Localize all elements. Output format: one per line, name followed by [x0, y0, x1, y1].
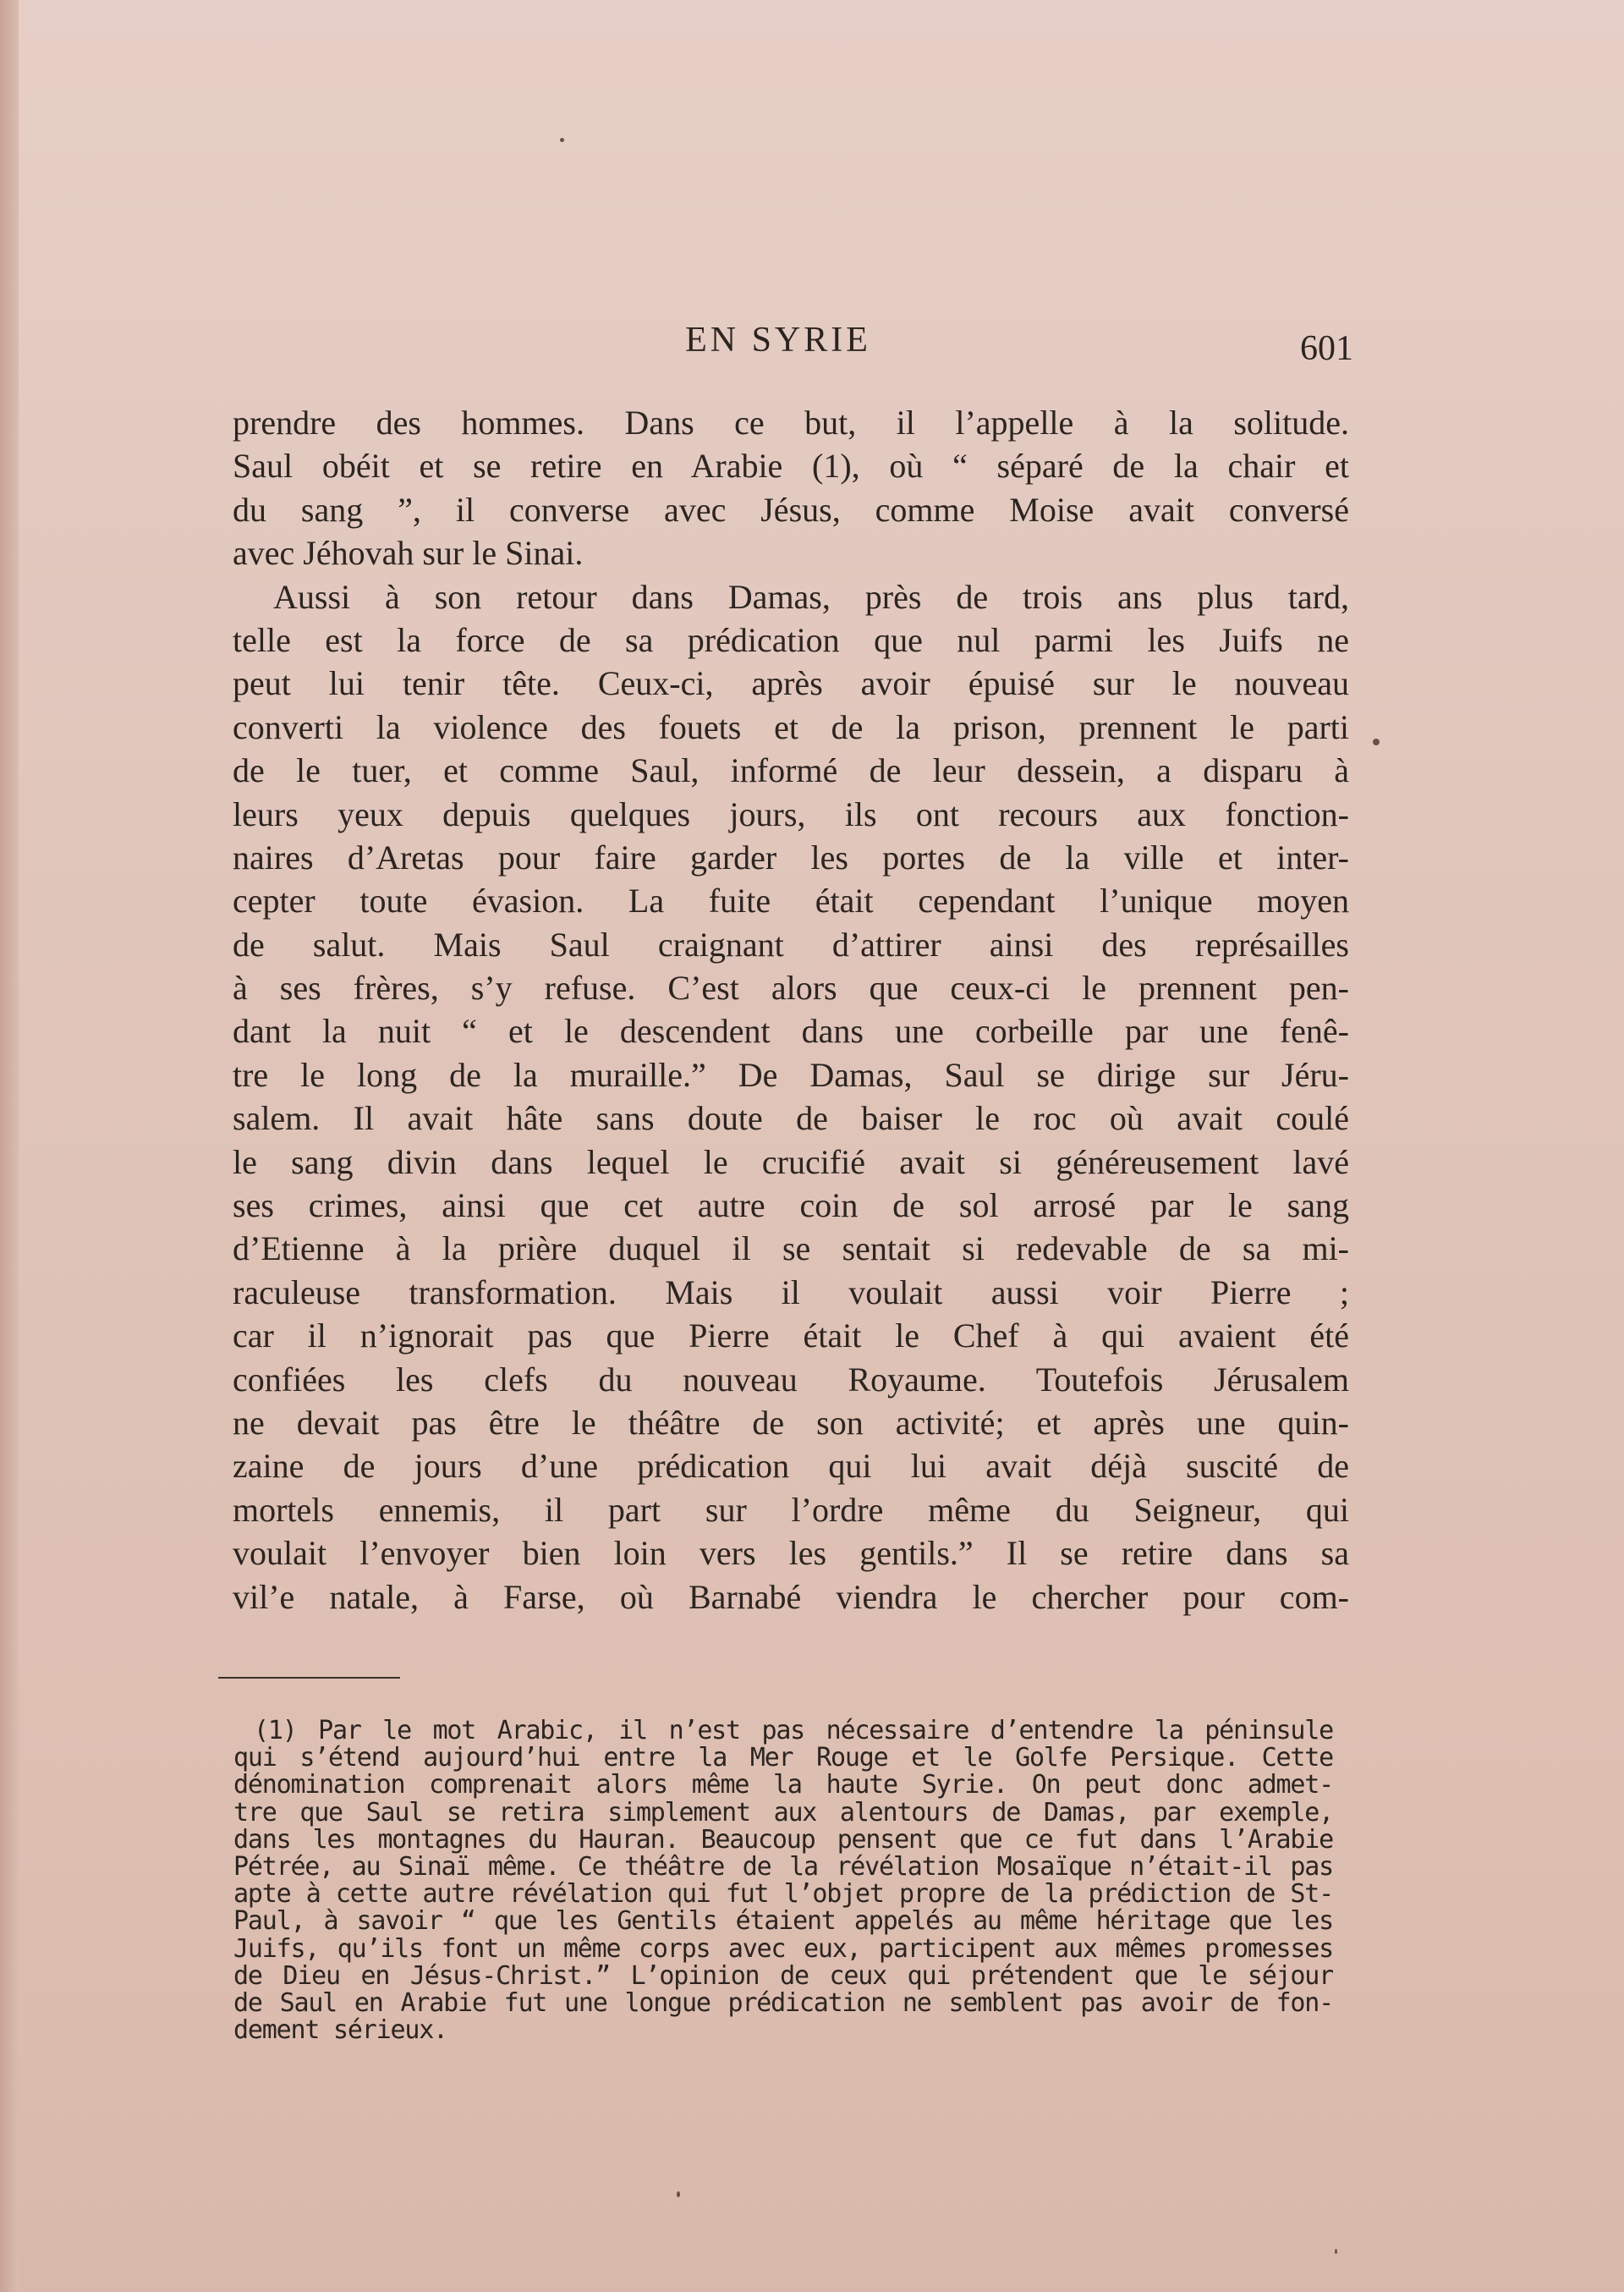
body-line: raculeuse transformation. Mais il voulait aussi voir Pierre ;: [233, 1272, 1349, 1311]
page-edge-shadow: [0, 0, 19, 2292]
body-line: cepter toute évasion. La fuite était cependant l’unique moyen: [233, 882, 1349, 921]
footnote-line: qui s’étend aujourd’hui entre la Mer Rouge et le Golfe Persique. Cette: [233, 1743, 1333, 1773]
body-line: de salut. Mais Saul craignant d’attirer ainsi des représailles: [233, 925, 1349, 964]
body-text: [233, 401, 1349, 1619]
footnote-line: dans les montagnes du Hauran. Beaucoup pensent que ce fut dans l’Arabie: [233, 1824, 1333, 1855]
body-line: confiées les clefs du nouveau Royaume. Toutefois Jérusalem: [233, 1360, 1349, 1399]
footnote: [233, 1718, 1333, 2044]
page-number: 601: [1300, 329, 1353, 368]
body-line: salem. Il avait hâte sans doute de baiser le roc où avait coulé: [233, 1099, 1349, 1138]
running-header-title: EN SYRIE: [685, 321, 871, 360]
paper-speck: [1335, 2249, 1337, 2254]
body-line: le sang divin dans lequel le crucifié avait si généreusement lavé: [233, 1142, 1349, 1181]
body-line: prendre des hommes. Dans ce but, il l’appelle à la solitude.: [233, 404, 1349, 442]
footnote-line: de Dieu en Jésus-Christ.” L’opinion de ceux qui prétendent que le séjour: [233, 1960, 1333, 1991]
footnote-line: apte à cette autre révélation qui fut l’objet propre de la prédiction de St-: [233, 1879, 1333, 1910]
footnote-line: de Saul en Arabie fut une longue prédication ne semblent pas avoir de fon-: [233, 1987, 1333, 2018]
paper-speck: [1373, 739, 1380, 745]
body-line: avec Jéhovah sur le Sinai.: [233, 534, 584, 573]
footnote-line: Pétrée, au Sinaï même. Ce théâtre de la révélation Mosaïque n’était-il pas: [233, 1851, 1333, 1882]
body-line: voulait l’envoyer bien loin vers les gentils.” Il se retire dans sa: [233, 1534, 1349, 1573]
body-line: de le tuer, et comme Saul, informé de leur dessein, a disparu à: [233, 751, 1349, 790]
footnote-divider: [218, 1677, 400, 1679]
body-line: dant la nuit “ et le descendent dans une corbeille par une fenê-: [233, 1012, 1349, 1051]
body-line: tre le long de la muraille.” De Damas, Saul se dirige sur Jéru-: [233, 1055, 1349, 1094]
body-line: à ses frères, s’y refuse. C’est alors que ceux-ci le prennent pen-: [233, 969, 1349, 1008]
body-line: leurs yeux depuis quelques jours, ils ont recours aux fonction-: [233, 794, 1349, 833]
body-line: Saul obéit et se retire en Arabie (1), où “ séparé de la chair et: [233, 447, 1349, 486]
paper-speck: [677, 2191, 680, 2197]
body-line: ne devait pas être le théâtre de son activité; et après une quin-: [233, 1403, 1349, 1442]
body-line: d’Etienne à la prière duquel il se sentait si redevable de sa mi-: [233, 1229, 1349, 1268]
footnote-line: dement sérieux.: [233, 2015, 447, 2046]
body-line: naires d’Aretas pour faire garder les portes de la ville et inter-: [233, 838, 1349, 877]
body-line: converti la violence des fouets et de la prison, prennent le parti: [233, 707, 1349, 746]
body-line: car il n’ignorait pas que Pierre était le Chef à qui avaient été: [233, 1316, 1349, 1355]
body-line: peut lui tenir tête. Ceux-ci, après avoir épuisé sur le nouveau: [233, 664, 1349, 703]
footnote-line: (1) Par le mot Arabic, il n’est pas nécessaire d’entendre la péninsule: [254, 1716, 1333, 1745]
footnote-line: Paul, à savoir “ que les Gentils étaient appelés au même héritage que les: [233, 1906, 1333, 1937]
body-line: ses crimes, ainsi que cet autre coin de sol arrosé par le sang: [233, 1186, 1349, 1225]
body-line: du sang ”, il converse avec Jésus, comme Moise avait conversé: [233, 490, 1349, 529]
body-line: telle est la force de sa prédication que nul parmi les Juifs ne: [233, 620, 1349, 659]
footnote-line: dénomination comprenait alors même la haute Syrie. On peut donc admet-: [233, 1770, 1333, 1800]
body-line: mortels ennemis, il part sur l’ordre même du Seigneur, qui: [233, 1490, 1349, 1529]
footnote-line: Juifs, qu’ils font un même corps avec eux, participent aux mêmes promesses: [233, 1933, 1333, 1964]
footnote-line: tre que Saul se retira simplement aux alentours de Damas, par exemple,: [233, 1797, 1333, 1828]
paper-speck: [560, 138, 564, 142]
body-line: vil’e natale, à Farse, où Barnabé viendra le chercher pour com-: [233, 1577, 1349, 1616]
body-line: zaine de jours d’une prédication qui lui avait déjà suscité de: [233, 1447, 1349, 1486]
body-line: Aussi à son retour dans Damas, près de trois ans plus tard,: [273, 577, 1349, 616]
